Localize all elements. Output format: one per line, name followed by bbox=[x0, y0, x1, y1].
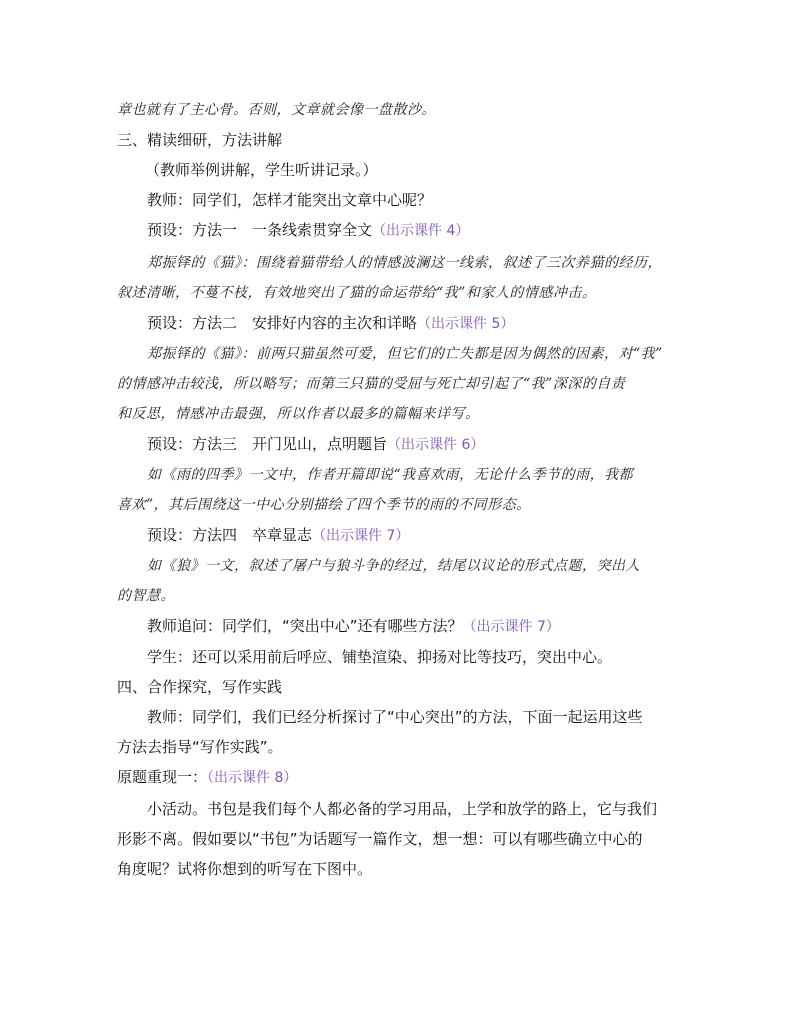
paragraph-line: 形影不离。假如要以“书包”为话题写一篇作文，想一想：可以有哪些确立中心的 bbox=[117, 830, 643, 848]
question-text: 教师追问：同学们，“突出中心”还有哪些方法？ bbox=[147, 617, 463, 635]
courseware-reference: （出示课件 7） bbox=[462, 619, 560, 635]
courseware-reference: （出示课件 4） bbox=[372, 223, 470, 239]
paragraph-line: 小活动。书包是我们每个人都必备的学习用品，上学和放学的路上，它与我们 bbox=[147, 800, 658, 818]
example-line: 和反思，情感冲击最强，所以作者以最多的篇幅来详写。 bbox=[117, 406, 480, 422]
courseware-reference: （出示课件 5） bbox=[417, 316, 515, 332]
method-title: 预设：方法二 安排好内容的主次和详略 bbox=[147, 314, 418, 332]
courseware-reference: （出示课件 6） bbox=[387, 437, 485, 453]
paragraph-line: 教师：同学们，我们已经分析探讨了“中心突出”的方法，下面一起运用这些 bbox=[147, 708, 643, 726]
example-line: 喜欢”，其后围绕这一中心分别描绘了四个季节的雨的不同形态。 bbox=[117, 497, 531, 513]
method-line bbox=[147, 525, 409, 546]
question-line bbox=[147, 616, 560, 637]
paragraph-line: 方法去指导“写作实践”。 bbox=[117, 738, 283, 756]
method-line bbox=[147, 434, 484, 455]
paragraph-line: （教师举例讲解，学生听讲记录。） bbox=[145, 161, 378, 179]
method-line bbox=[147, 220, 469, 241]
original-question-line bbox=[117, 767, 297, 788]
method-line bbox=[147, 313, 514, 334]
example-line: 的智慧。 bbox=[117, 588, 175, 604]
method-title: 预设：方法三 开门见山，点明题旨 bbox=[147, 435, 388, 453]
example-line: 如《雨的四季》一文中，作者开篇即说“我喜欢雨，无论什么季节的雨，我都 bbox=[147, 467, 634, 483]
example-line: 如《狼》一文，叙述了屠户与狼斗争的经过，结尾以议论的形式点题，突出人 bbox=[147, 558, 640, 574]
example-line: 的情感冲击较浅，所以略写；而第三只猫的受屈与死亡却引起了“我”深深的自责 bbox=[117, 376, 626, 392]
original-question-label: 原题重现一： bbox=[117, 768, 208, 786]
method-title: 预设：方法四 卒章显志 bbox=[147, 526, 313, 544]
section-heading-3: 三、精读细研，方法讲解 bbox=[117, 131, 283, 149]
example-line: 叙述清晰，不蔓不枝，有效地突出了猫的命运带给“我”和家人的情感冲击。 bbox=[117, 285, 597, 301]
method-title: 预设：方法一 一条线索贯穿全文 bbox=[147, 221, 373, 239]
courseware-reference: （出示课件 8） bbox=[207, 770, 298, 786]
example-line: 郑振铎的《猫》：围绕着猫带给人的情感波澜这一线索，叙述了三次养猫的经历， bbox=[147, 255, 662, 271]
paragraph-line: 学生：还可以采用前后呼应、铺垫渲染、抑扬对比等技巧，突出中心。 bbox=[147, 648, 613, 666]
paragraph-line: 章也就有了主心骨。否则，文章就会像一盘散沙。 bbox=[117, 102, 436, 118]
section-heading-4: 四、合作探究，写作实践 bbox=[117, 678, 283, 696]
courseware-reference: （出示课件 7） bbox=[312, 528, 410, 544]
example-line: 郑振铎的《猫》：前两只猫虽然可爱，但它们的亡失都是因为偶然的因素，对“我” bbox=[147, 346, 663, 362]
paragraph-line: 角度呢？试将你想到的听写在下图中。 bbox=[117, 860, 373, 878]
paragraph-line: 教师：同学们，怎样才能突出文章中心呢？ bbox=[147, 191, 433, 209]
